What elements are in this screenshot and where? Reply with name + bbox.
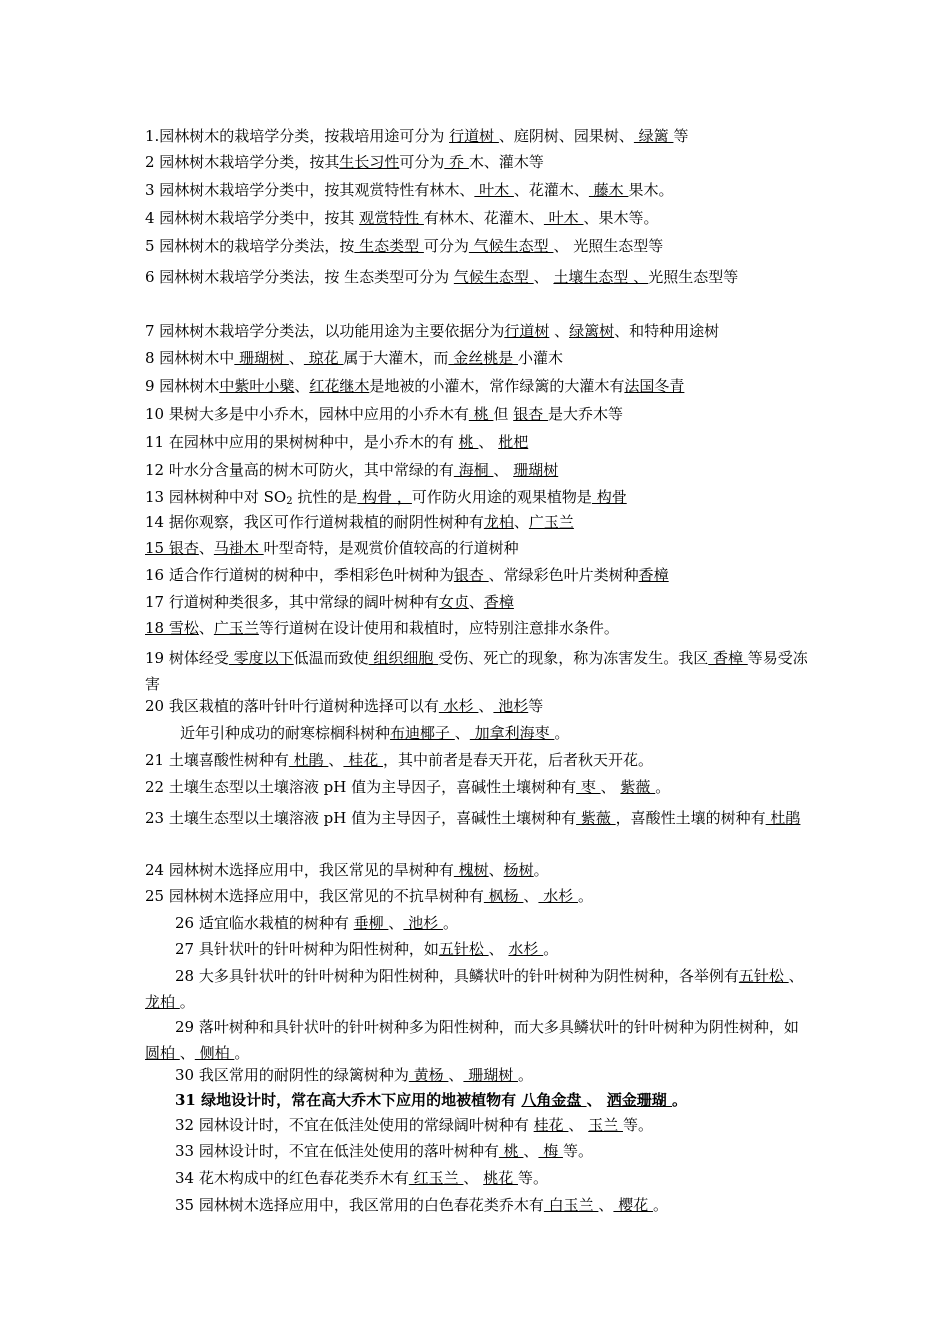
question-text: 。: [655, 778, 671, 796]
answer-blank: 零度以下: [228, 649, 294, 667]
question-text: 、: [549, 322, 570, 340]
question-32: [175, 1115, 815, 1135]
question-7: [145, 321, 815, 341]
question-text: 31 绿地设计时，常在高大乔木下应用的地被植物有: [175, 1091, 522, 1109]
answer-blank: 海桐: [453, 461, 494, 479]
answer-blank: 八角金盘: [521, 1091, 587, 1109]
answer-blank: 中紫叶小檗: [219, 377, 295, 395]
question-text: 25 园林树木选择应用中，我区常见的不抗旱树种有: [145, 887, 484, 905]
answer-blank: 杜鹃: [288, 751, 329, 769]
question-text: 、: [533, 268, 554, 286]
question-text: 1.园林树木的栽培学分类，按栽培用途可分为: [145, 127, 450, 145]
answer-blank: 珊瑚树: [513, 461, 559, 479]
question-14: [145, 512, 815, 532]
question-29: [145, 1014, 815, 1066]
question-text: 、: [294, 377, 310, 395]
question-text: 、庭阴树、园果树、: [498, 127, 634, 145]
question-30: [175, 1065, 815, 1085]
question-text: 20 我区栽植的落叶针叶行道树种选择可以有: [145, 697, 439, 715]
answer-blank: 桂花: [533, 1116, 569, 1134]
question-text: 10 果树大多是中小乔木，园林中应用的小乔木有: [145, 405, 469, 423]
question-text: 6 园林树木栽培学分类法，按 生态类型可分为: [145, 268, 454, 286]
question-text: 、: [488, 940, 509, 958]
question-23: [145, 804, 815, 833]
question-13: [145, 487, 815, 512]
question-text: 抗性的是: [292, 488, 358, 506]
answer-blank: 15 银杏: [145, 539, 199, 557]
question-text: 、: [198, 539, 214, 557]
question-text: 4 园林树木栽培学分类中，按其: [145, 209, 360, 227]
question-text: 、: [493, 461, 514, 479]
answer-blank: 洒金珊瑚: [606, 1091, 673, 1109]
question-text: 33 园林设计时，不宜在低洼处使用的落叶树种有: [175, 1142, 499, 1160]
question-24: [145, 860, 815, 880]
answer-blank: 桃: [458, 433, 479, 451]
answer-blank: 桃: [498, 1142, 524, 1160]
question-text: ，其中前者是春天开花，后者秋天开花。: [382, 751, 653, 769]
question-35: [175, 1195, 815, 1215]
question-text: 30 我区常用的耐阴性的绿篱树种为: [175, 1066, 409, 1084]
question-text: 29 落叶树种和具针状叶的针叶树种多为阳性树种，而大多具鳞状叶的针叶树种为阴性树种，如: [175, 1018, 799, 1036]
question-text: 是大乔木等: [547, 405, 623, 423]
answer-blank: 桃: [468, 405, 494, 423]
question-4: [145, 208, 815, 228]
question-text: 8 园林树木中: [145, 349, 235, 367]
question-text: 16 适合作行道树的树种中，季相彩色叶树种为: [145, 566, 454, 584]
answer-blank: 香樟: [708, 649, 748, 667]
answer-blank: 水杉: [438, 697, 479, 715]
question-text: 。: [234, 1044, 250, 1062]
question-text: 光照生态型等: [648, 268, 739, 286]
question-text: 。: [543, 940, 559, 958]
answer-blank: 银杏: [453, 566, 489, 584]
answer-blank: 珊瑚树: [463, 1066, 518, 1084]
question-2: [145, 152, 815, 172]
question-text: 、: [586, 1091, 607, 1109]
question-text: 21 土壤喜酸性树种有: [145, 751, 289, 769]
question-text: 3 园林树木栽培学分类中，按其观赏特性有林木、: [145, 181, 475, 199]
question-text: 、果木等。: [583, 209, 659, 227]
answer-blank: 五针松: [738, 967, 789, 985]
question-text: 23 土壤生态型以土壤溶液 pH 值为主导因子，喜碱性土壤树种有: [145, 809, 577, 827]
answer-blank: 法国冬青: [624, 377, 685, 395]
question-text: 叶型奇特，是观赏价值较高的行道树种: [263, 539, 519, 557]
answer-blank: 槐树: [453, 861, 489, 879]
answer-blank: 绿篱树: [569, 322, 615, 340]
question-text: 、: [179, 1044, 195, 1062]
question-text: 等。: [622, 1116, 653, 1134]
answer-blank: 龙柏: [145, 993, 180, 1011]
question-17: [145, 592, 815, 612]
question-20-continued: [180, 723, 820, 743]
answer-blank: 水杉: [508, 940, 544, 958]
question-26: [175, 913, 815, 933]
question-text: 、: [478, 433, 499, 451]
answer-blank: 侧柏: [194, 1044, 235, 1062]
answer-blank: 香樟: [638, 566, 669, 584]
answer-blank: 叶木: [543, 209, 584, 227]
question-text: 、: [523, 1142, 539, 1160]
answer-blank: 桂花: [343, 751, 383, 769]
question-text: 、 光照生态型等: [553, 237, 664, 255]
answer-blank: 行道树: [449, 127, 499, 145]
answer-blank: 樱花: [613, 1196, 653, 1214]
answer-blank: 五针松: [438, 940, 489, 958]
answer-blank: 广玉兰: [213, 619, 259, 637]
answer-blank: 玉兰: [588, 1116, 623, 1134]
question-31: [175, 1090, 815, 1110]
question-text: 。: [672, 1091, 688, 1109]
answer-blank: 龙柏: [483, 513, 514, 531]
answer-blank: 组织细胞: [368, 649, 439, 667]
question-text: ，喜酸性土壤的树种有: [615, 809, 766, 827]
answer-blank: 构骨: [591, 488, 627, 506]
question-text: 等: [673, 127, 689, 145]
answer-blank: 珊瑚树: [234, 349, 289, 367]
question-text: 12 叶水分含量高的树木可防火，其中常绿的有: [145, 461, 454, 479]
question-text: 、: [198, 619, 214, 637]
question-3: [145, 180, 815, 200]
question-text: 等易受冻害: [145, 649, 808, 693]
question-text: 、: [288, 349, 304, 367]
question-10: [145, 404, 815, 424]
question-text: 22 土壤生态型以土壤溶液 pH 值为主导因子，喜碱性土壤树种有: [145, 778, 577, 796]
question-text: 。: [577, 887, 593, 905]
question-19: [145, 645, 815, 697]
question-text: 、: [568, 1116, 589, 1134]
question-33: [175, 1141, 815, 1161]
question-6: [145, 263, 815, 292]
question-text: 有林木、花灌木、: [423, 209, 544, 227]
question-21: [145, 750, 815, 770]
subscript: 2: [286, 496, 293, 507]
question-text: 近年引种成功的耐寒棕榈科树种: [180, 724, 391, 742]
question-text: 7 园林树木栽培学分类法，以功能用途为主要依据分为: [145, 322, 505, 340]
question-1: [145, 126, 815, 146]
answer-blank: 池杉: [403, 914, 443, 932]
question-text: 14 据你观察，我区可作行道树栽植的耐阴性树种有: [145, 513, 484, 531]
question-text: 、: [478, 697, 494, 715]
question-text: 等: [528, 697, 544, 715]
answer-blank: 杜鹃: [765, 809, 801, 827]
question-text: 、: [513, 513, 529, 531]
question-text: 、: [388, 914, 404, 932]
question-text: 可分为: [423, 237, 469, 255]
question-text: 。: [442, 914, 458, 932]
answer-blank: 红玉兰: [408, 1169, 464, 1187]
question-text: 木、灌木等: [468, 153, 544, 171]
answer-blank: 银杏: [513, 405, 548, 423]
answer-blank: 女贞: [438, 593, 469, 611]
answer-blank: 紫薇: [576, 809, 616, 827]
question-text: 、: [488, 861, 504, 879]
answer-blank: 枫杨: [483, 887, 524, 905]
answer-blank: 构骨 ，: [357, 488, 412, 506]
answer-blank: 气候生态型: [468, 237, 554, 255]
question-text: 、花灌木、: [513, 181, 589, 199]
answer-blank: 垂柳: [353, 914, 389, 932]
answer-blank: 金丝桃是: [448, 349, 518, 367]
question-25: [145, 886, 815, 906]
question-28: [145, 963, 815, 1015]
question-text: 等。: [562, 1142, 593, 1160]
question-5: [145, 236, 815, 256]
question-text: 。: [533, 861, 549, 879]
answer-blank: 白玉兰: [543, 1196, 599, 1214]
question-text: 可作防火用途的观果植物是: [411, 488, 592, 506]
question-20: [145, 696, 815, 716]
question-text: 、: [448, 1066, 464, 1084]
question-15: [145, 538, 815, 558]
question-text: 9 园林树木: [145, 377, 220, 395]
question-text: 是地被的小灌木，常作绿篱的大灌木有: [369, 377, 625, 395]
answer-blank: 乔: [444, 153, 469, 171]
answer-blank: 布迪椰子: [390, 724, 455, 742]
question-22: [145, 777, 815, 797]
question-8: [145, 348, 815, 368]
answer-blank: 生态类型: [354, 237, 424, 255]
question-text: 19 树体经受: [145, 649, 229, 667]
question-text: 。: [517, 1066, 533, 1084]
answer-blank: 生长习性: [339, 153, 400, 171]
question-text: 。: [554, 724, 570, 742]
question-text: 、: [598, 1196, 614, 1214]
question-text: 、: [468, 593, 484, 611]
answer-blank: 香樟: [483, 593, 514, 611]
question-text: 小灌木: [517, 349, 563, 367]
question-text: 果木。: [628, 181, 674, 199]
question-text: 2 园林树木栽培学分类，按其: [145, 153, 340, 171]
question-text: 34 花木构成中的红色春花类乔木有: [175, 1169, 409, 1187]
answer-blank: 广玉兰: [528, 513, 574, 531]
answer-blank: 杨树: [503, 861, 534, 879]
answer-blank: 琼花: [303, 349, 344, 367]
answer-blank: 圆柏: [145, 1044, 180, 1062]
answer-blank: 枣: [576, 778, 601, 796]
question-text: 、常绿彩色叶片类树种: [488, 566, 639, 584]
question-text: 11 在园林中应用的果树树种中，是小乔木的有: [145, 433, 459, 451]
answer-blank: 气候生态型: [453, 268, 534, 286]
question-text: 、和特种用途树: [614, 322, 720, 340]
question-text: 17 行道树种类很多，其中常绿的阔叶树种有: [145, 593, 439, 611]
answer-blank: 桃花: [483, 1169, 518, 1187]
question-text: 13 园林树种中对 SO: [145, 488, 287, 506]
question-text: 24 园林树木选择应用中，我区常见的旱树种有: [145, 861, 454, 879]
question-text: 、: [788, 967, 804, 985]
answer-blank: 绿篱: [633, 127, 674, 145]
question-11: [145, 432, 815, 452]
question-text: 32 园林设计时，不宜在低洼处使用的常绿阔叶树种有: [175, 1116, 534, 1134]
answer-blank: 土壤生态型 、: [553, 268, 649, 286]
answer-blank: 行道树: [504, 322, 550, 340]
question-text: 属于大灌木，而: [343, 349, 449, 367]
question-12: [145, 460, 815, 480]
answer-blank: 枇杷: [498, 433, 529, 451]
question-text: 。: [179, 993, 195, 1011]
question-text: 低温而致使: [293, 649, 369, 667]
question-text: 。: [652, 1196, 668, 1214]
answer-blank: 观赏特性: [359, 209, 424, 227]
answer-blank: 红花继木: [309, 377, 370, 395]
answer-blank: 池杉: [493, 697, 529, 715]
question-27: [175, 939, 815, 959]
answer-blank: 马褂木: [213, 539, 264, 557]
question-text: 、: [523, 887, 539, 905]
question-text: 、: [600, 778, 621, 796]
question-34: [175, 1168, 815, 1188]
answer-blank: 18 雪松: [145, 619, 199, 637]
question-text: 受伤、死亡的现象，称为冻害发生。我区: [438, 649, 709, 667]
question-text: 5 园林树木的栽培学分类法，按: [145, 237, 355, 255]
answer-blank: 加拿利海枣: [469, 724, 555, 742]
question-18: [145, 618, 815, 638]
answer-blank: 叶木: [474, 181, 514, 199]
answer-blank: 黄杨: [408, 1066, 449, 1084]
question-text: 、: [454, 724, 470, 742]
question-text: 35 园林树木选择应用中，我区常用的白色春花类乔木有: [175, 1196, 544, 1214]
question-text: 但: [493, 405, 514, 423]
answer-blank: 藤木: [588, 181, 629, 199]
question-text: 26 适宜临水栽植的树种有: [175, 914, 354, 932]
question-text: 等。: [517, 1169, 548, 1187]
question-text: 28 大多具针状叶的针叶树种为阳性树种，具鳞状叶的针叶树种为阴性树种，各举例有: [175, 967, 739, 985]
question-text: 可分为: [399, 153, 445, 171]
question-9: [145, 376, 815, 396]
answer-blank: 紫薇: [620, 778, 656, 796]
question-text: 、: [463, 1169, 484, 1187]
answer-blank: 梅: [538, 1142, 563, 1160]
answer-blank: 水杉: [538, 887, 578, 905]
question-16: [145, 565, 815, 585]
question-text: 、: [328, 751, 344, 769]
question-text: 等行道树在设计使用和栽植时，应特别注意排水条件。: [258, 619, 619, 637]
question-text: 27 具针状叶的针叶树种为阳性树种，如: [175, 940, 439, 958]
